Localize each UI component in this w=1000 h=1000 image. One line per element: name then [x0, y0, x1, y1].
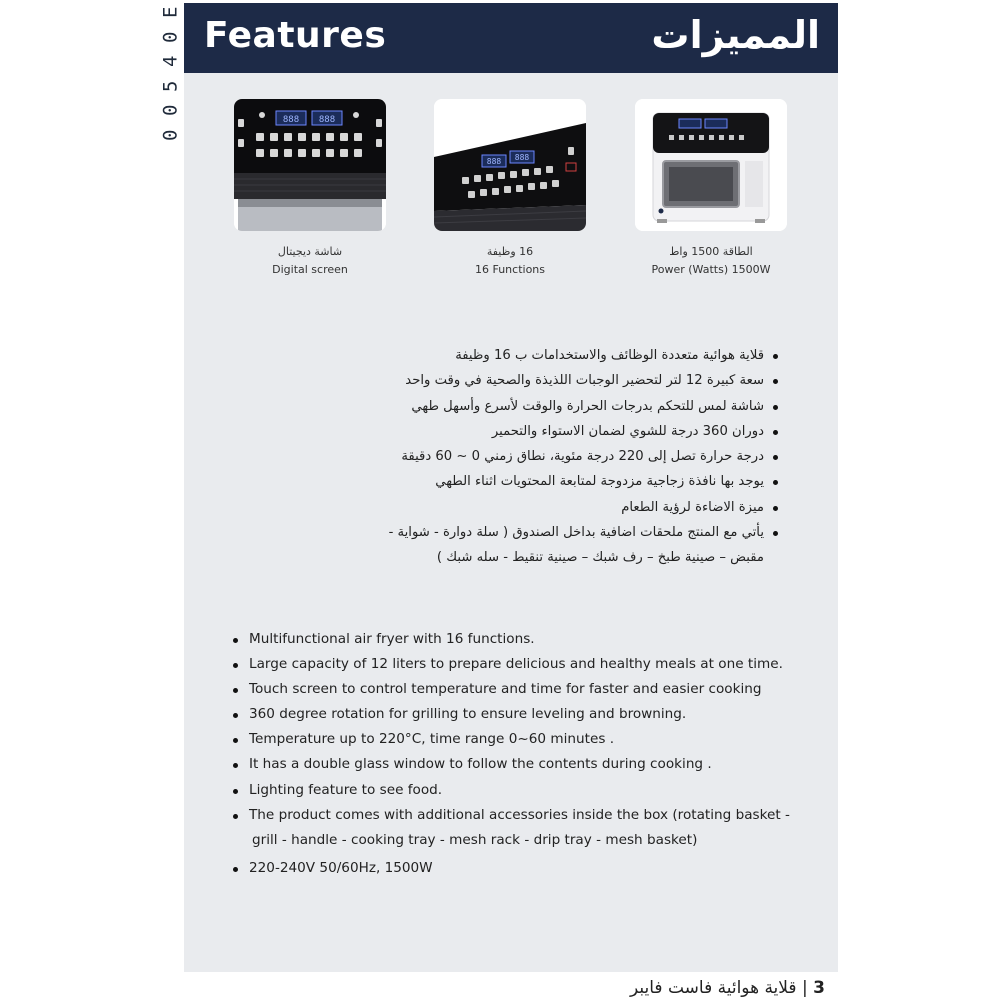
header-title-ar: المميزات — [651, 13, 820, 57]
feature-caption-en: 16 Functions — [474, 263, 545, 276]
svg-text:888: 888 — [318, 115, 336, 125]
feature-digital-screen — [233, 99, 387, 276]
list-item: قلاية هوائية متعددة الوظائف والاستخدامات ب 16 وظيفة — [318, 343, 778, 368]
svg-text:888: 888 — [282, 115, 300, 125]
digital-display-panel-icon — [234, 99, 386, 231]
feature-power — [634, 99, 788, 276]
list-item-text: The product comes with additional accessories inside the box (rotating basket - — [249, 806, 790, 823]
list-item: Touch screen to control temperature and time for faster and easier cooking — [230, 677, 790, 702]
svg-text:888: 888 — [486, 157, 502, 166]
list-item: دوران 360 درجة للشوي لضمان الاستواء والتحمير — [318, 419, 778, 444]
list-item-power-spec: 220-240V 50/60Hz, 1500W — [230, 856, 790, 881]
list-item: Multifunctional air fryer with 16 functions. — [230, 627, 790, 652]
page-footer — [630, 978, 840, 998]
manual-page — [184, 3, 838, 972]
footer-title: قلاية هوائية فاست فايبر — [630, 978, 797, 998]
air-fryer-oven-icon — [635, 99, 787, 231]
code-char: 0 — [159, 129, 182, 141]
list-item: Lighting feature to see food. — [230, 778, 790, 803]
feature-caption-ar: الطاقة 1500 واط — [669, 245, 753, 258]
feature-16-functions — [433, 99, 587, 276]
list-item: ميزة الاضاءة لرؤية الطعام — [318, 495, 778, 520]
english-features-list — [230, 627, 790, 881]
list-item: It has a double glass window to follow the contents during cooking . — [230, 752, 790, 777]
list-item — [318, 520, 778, 571]
feature-caption-ar: شاشة ديجيتال — [277, 245, 343, 258]
product-code-vertical — [158, 0, 184, 140]
list-item-continuation: مقبض – صينية طبخ – رف شبك – صينية تنقيط - سله شبك ) — [436, 550, 764, 566]
control-panel-buttons-icon — [434, 99, 586, 231]
feature-caption-en: Digital screen — [272, 263, 348, 276]
header-title-en: Features — [204, 15, 387, 56]
list-item-continuation: grill - handle - cooking tray - mesh rack - drip tray - mesh basket) — [252, 831, 698, 848]
code-char: E — [159, 6, 182, 19]
page-number: 3 — [813, 978, 825, 998]
list-item: شاشة لمس للتحكم بدرجات الحرارة والوقت لأسرع وأسهل طهي — [318, 394, 778, 419]
code-char: 0 — [159, 104, 182, 117]
code-char: 0 — [159, 31, 182, 43]
feature-caption-ar: 16 وظيفة — [486, 245, 534, 258]
feature-caption-en: Power (Watts) 1500W — [651, 263, 771, 276]
list-item-text: يأتي مع المنتج ملحقات اضافية بداخل الصندوق ( سلة دوارة - شواية - — [388, 525, 764, 541]
arabic-features-list — [318, 343, 778, 571]
code-char: 4 — [159, 55, 182, 68]
list-item: 360 degree rotation for grilling to ensure leveling and browning. — [230, 702, 790, 727]
list-item: سعة كبيرة 12 لتر لتحضير الوجبات اللذيذة والصحية في وقت واحد — [318, 368, 778, 393]
list-item: يوجد بها نافذة زجاجية مزدوجة لمتابعة المحتويات اثناء الطهي — [318, 469, 778, 494]
list-item: Large capacity of 12 liters to prepare delicious and healthy meals at one time. — [230, 652, 790, 677]
svg-text:888: 888 — [514, 153, 530, 162]
features-header — [184, 3, 838, 73]
code-char: 5 — [159, 80, 182, 92]
list-item — [230, 803, 790, 853]
list-item: Temperature up to 220°C, time range 0~60 minutes . — [230, 727, 790, 752]
list-item: درجة حرارة تصل إلى 220 درجة مئوية، نطاق زمني 0 ~ 60 دقيقة — [318, 444, 778, 469]
footer-separator: | — [801, 978, 808, 998]
